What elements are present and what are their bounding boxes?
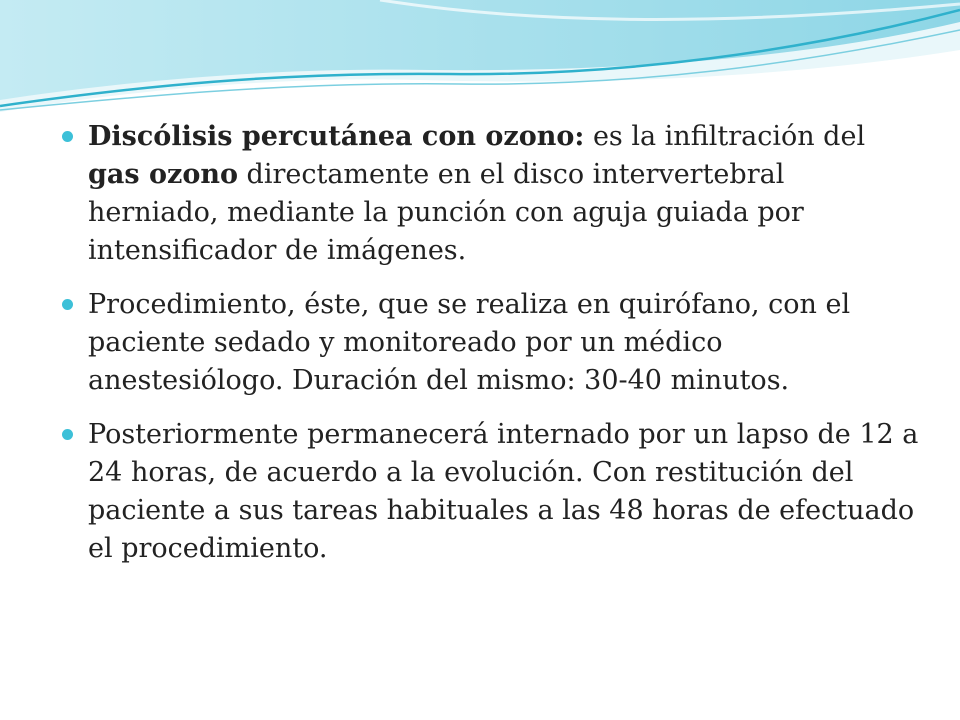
bullet-item-2 (62, 286, 922, 400)
bullet-term: Discólisis percutánea con ozono: (88, 121, 585, 152)
bullet-text: Procedimiento, éste, que se realiza en quirófano, con el paciente sedado y monitoreado por un médico anestesiólogo. Duración del mismo: 30-40 minutos. (88, 289, 851, 396)
bullet-item-1 (62, 118, 922, 270)
bullet-bold-phrase: gas ozono (88, 159, 238, 190)
bullet-item-3 (62, 416, 922, 568)
bullet-text: Posteriormente permanecerá internado por un lapso de 12 a 24 horas, de acuerdo a la evolución. Con restitución del paciente a sus tareas habituales a las 48 horas de efectuado el procedimiento. (88, 419, 919, 564)
bullet-dot-icon (62, 299, 73, 310)
bullet-dot-icon (62, 429, 73, 440)
bullet-dot-icon (62, 131, 73, 142)
bullet-list (62, 118, 922, 584)
bullet-text: directamente en el disco intervertebral herniado, mediante la punción con aguja guiada por intensificador de imágenes. (88, 159, 804, 266)
bullet-text: es la infiltración del (584, 121, 866, 152)
